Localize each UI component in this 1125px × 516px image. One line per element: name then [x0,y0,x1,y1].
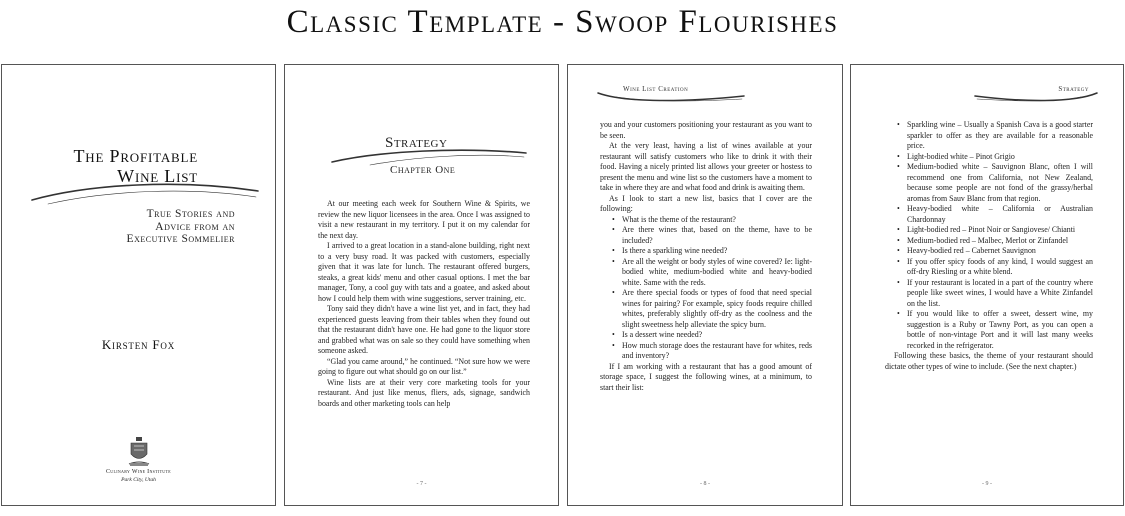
list-item: • Heavy-bodied red – Cabernet Sauvignon [885,246,1093,257]
chapter-title: Strategy [385,135,448,151]
book-subtitle [127,208,235,246]
book-subtitle-line: True Stories and [146,208,235,220]
paragraph: At our meeting each week for Southern Wine & Spirits, we review the new liquor licensees in the area. Once I was assigned to visit a new restaurant in my territory. I put it on my calendar for the next day. [318,199,530,240]
list-item: • Is a dessert wine needed? [600,330,812,341]
list-item: • Light-bodied white – Pinot Grigio [885,152,1093,163]
list-item: • Are all the weight or body styles of wine covered? Ie: light-bodied white, medium-bodied white and heavy-bodied white. Same with the reds. [600,257,812,289]
bullet-list [885,120,1093,351]
publisher-crest-icon [128,436,150,468]
list-item: • If your restaurant is located in a part of the country where people like sweet wines, I would have a White Zinfandel on the list. [885,278,1093,310]
book-subtitle-line: Advice from an [155,220,235,233]
list-item: • If you would like to offer a sweet, dessert wine, my suggestion is a Ruby or Tawny Port, as you can open a bottle of non-vintage Port and it will last many weeks recorked in the refrigerator. [885,309,1093,351]
author-name: Kirsten Fox [101,337,175,352]
list-item: • Sparkling wine – Usually a Spanish Cava is a good starter sparkler to offer as they are available for a reasonable price. [885,120,1093,152]
paragraph: you and your customers positioning your restaurant as you want to be seen. [600,120,812,140]
list-item: • Medium-bodied white – Sauvignon Blanc, often I will recommend one from California, not New Zealand, because some people are not fond of the grassy/herbal aromas from Sauv Blanc from that region. [885,162,1093,204]
running-head: Strategy [1058,85,1089,93]
paragraph: Tony said they didn't have a wine list yet, and in fact, they had experienced guests leaving from their tables when they found out that the restaurant didn't have one. He had gone to the liquor store and grabbed what was on sale so they could have something when someone asked. [318,304,530,355]
book-subtitle-line: Executive Sommelier [126,233,235,245]
text-page-right [850,64,1124,506]
chapter-opening-page [284,64,559,506]
list-item: • Is there a sparkling wine needed? [600,246,812,257]
chapter-number: Chapter One [390,164,456,176]
paragraph: If I am working with a restaurant that has a good amount of storage space, I suggest the following wines, at a minimum, to start their list: [600,361,812,392]
paragraph: “Glad you came around,” he continued. “Not sure how we were going to figure out what should go on our list.” [318,356,530,376]
paragraph: As I look to start a new list, basics that I cover are the following: [600,193,812,213]
italic-anecdote [318,199,530,378]
cover-swoop-flourish [30,177,260,207]
page-body-text [600,120,812,393]
list-item: • Are there wines that, based on the theme, have to be included? [600,225,812,246]
bullet-list [600,215,812,362]
page-number: - 8 - [700,481,710,487]
text-page-left [567,64,843,506]
paragraph: Following these basics, the theme of your restaurant should dictate other types of wine to include. (See the next chapter.) [885,351,1093,371]
page-body-text [885,120,1093,372]
paragraph: At the very least, having a list of wines available at your restaurant will satisfy customers who like to drink it with their food. Having a nicely printed list allows your greeter or hostess to present the menu and wine list so the customers have a moment to take in where they are and what food and drink is awaiting them. [600,141,812,192]
header-swoop-flourish [973,91,1099,105]
list-item: • Are there special foods or types of food that need special wines for pairing? For example, spicy foods require chilled whites, preferably slightly off-dry as the coolness and the slight sweetness help alleviate the spicy burn. [600,288,812,330]
publisher-place: Park City, Utah [121,477,156,483]
list-item: • If you offer spicy foods of any kind, I would suggest an off-dry Riesling or a white blend. [885,257,1093,278]
page-number: - 7 - [416,481,427,487]
list-item: • Medium-bodied red – Malbec, Merlot or Zinfandel [885,236,1093,247]
cover-page [1,64,276,506]
list-item: • What is the theme of the restaurant? [600,215,812,226]
header-swoop-flourish [596,91,746,105]
chapter-body-text [318,199,530,409]
page-number: - 9 - [982,481,992,487]
template-banner-title: Classic Template - Swoop Flourishes [286,4,839,40]
publisher-name: Culinary Wine Institute [105,469,171,475]
paragraph: I arrived to a great location in a stand-alone building, right next to a very busy road. It was packed with customers, especially given that it was late for lunch. The restaurant offered burgers, steaks, a great kids' menu and other casual options. I met the bar manager, Tony, a cool guy with tats and a goatee, and asked about how I could help them with wine suggestions, server training, etc. [318,241,530,303]
book-title-line: Wine List [117,166,198,186]
book-title-line: The Profitable [73,146,198,166]
list-item: • Light-bodied red – Pinot Noir or Sangiovese/ Chianti [885,225,1093,236]
running-head: Wine List Creation [623,85,689,93]
list-item: • How much storage does the restaurant have for whites, reds and inventory? [600,341,812,362]
list-item: • Heavy-bodied white – California or Australian Chardonnay [885,204,1093,225]
paragraph: Wine lists are at their very core marketing tools for your restaurant. And just like menus, fliers, ads, signage, sandwich boards and other marketing tools can help [318,377,530,408]
